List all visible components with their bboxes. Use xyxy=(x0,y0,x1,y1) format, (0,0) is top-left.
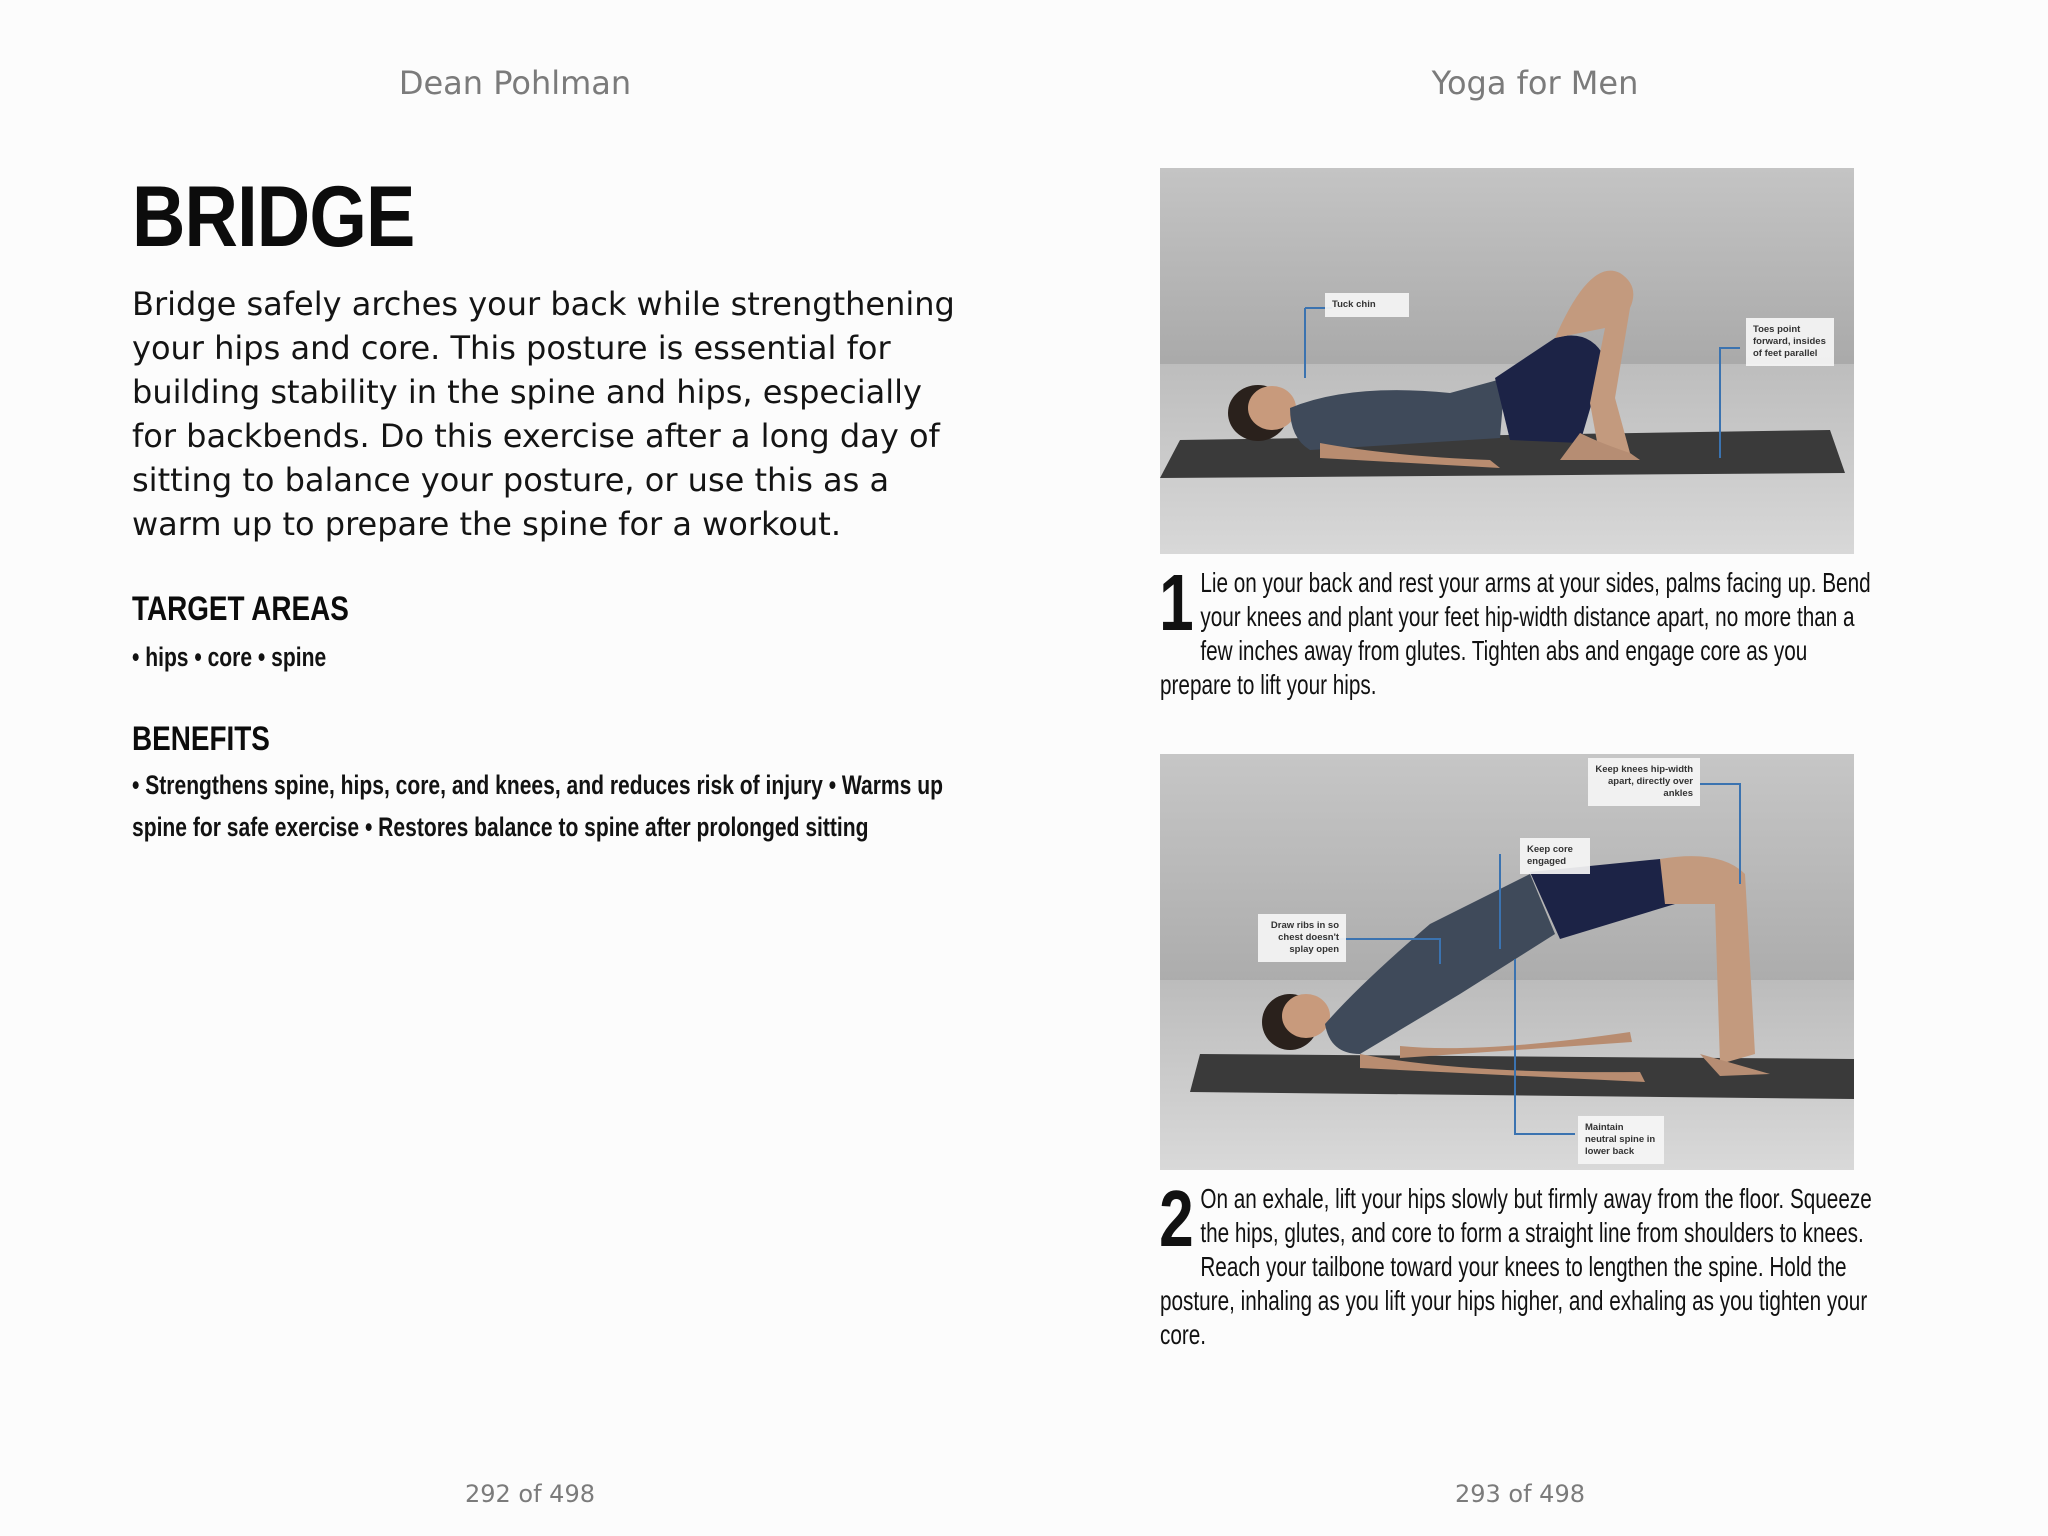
pose-title: BRIDGE xyxy=(132,169,415,265)
page-number-left: 292 of 498 xyxy=(464,1480,595,1508)
target-areas-list: • hips • core • spine xyxy=(132,642,327,672)
callout-ribs: Draw ribs in so chest doesn't splay open xyxy=(1258,914,1346,962)
step-2-number: 2 xyxy=(1159,1174,1194,1263)
benefits-list: • Strengthens spine, hips, core, and knees, and reduces risk of injury • Warms up spine for safe exercise • Restores balance to spine after prolonged sitting xyxy=(132,770,943,842)
step-2-photo xyxy=(1160,754,1854,1170)
book-title-header: Yoga for Men xyxy=(1431,64,1639,102)
step-1-text: Lie on your back and rest your arms at your sides, palms facing up. Bend your knees and plant your feet hip-width distance apart, no more than a few inches away from glutes. Tighten abs and engage core as you prepare to lift your hips. xyxy=(1160,567,1871,700)
callout-tuck-chin: Tuck chin xyxy=(1325,293,1409,317)
benefits-heading: BENEFITS xyxy=(132,720,270,758)
callout-spine: Maintain neutral spine in lower back xyxy=(1578,1116,1664,1164)
callout-knees: Keep knees hip-width apart, directly over ankles xyxy=(1588,758,1700,806)
callout-core: Keep core engaged xyxy=(1520,838,1590,874)
step-2 xyxy=(1159,1174,1878,1352)
page-number-right: 293 of 498 xyxy=(1454,1480,1585,1508)
step-1 xyxy=(1159,558,1878,702)
step-1-photo xyxy=(1160,168,1854,554)
pose-intro: Bridge safely arches your back while strengthening your hips and core. This posture is essential for building stability in the spine and hips, especially for backbends. Do this exercise after a long day of sitting to balance your posture, or use this as a warm up to prepare the spine for a workout. xyxy=(132,285,955,543)
author-header: Dean Pohlman xyxy=(398,64,632,102)
callout-toes: Toes point forward, insides of feet parallel xyxy=(1746,318,1834,366)
bridge-lifted-illustration xyxy=(1160,754,1854,1170)
step-2-text: On an exhale, lift your hips slowly but firmly away from the floor. Squeeze the hips, glutes, and core to form a straight line from shoulders to knees. Reach your tailbone toward your knees to lengthen the spine. Hold the posture, inhaling as you lift your hips higher, and exhaling as you tighten your core. xyxy=(1160,1183,1872,1350)
step-1-number: 1 xyxy=(1159,558,1194,647)
target-areas-heading: TARGET AREAS xyxy=(132,590,349,628)
